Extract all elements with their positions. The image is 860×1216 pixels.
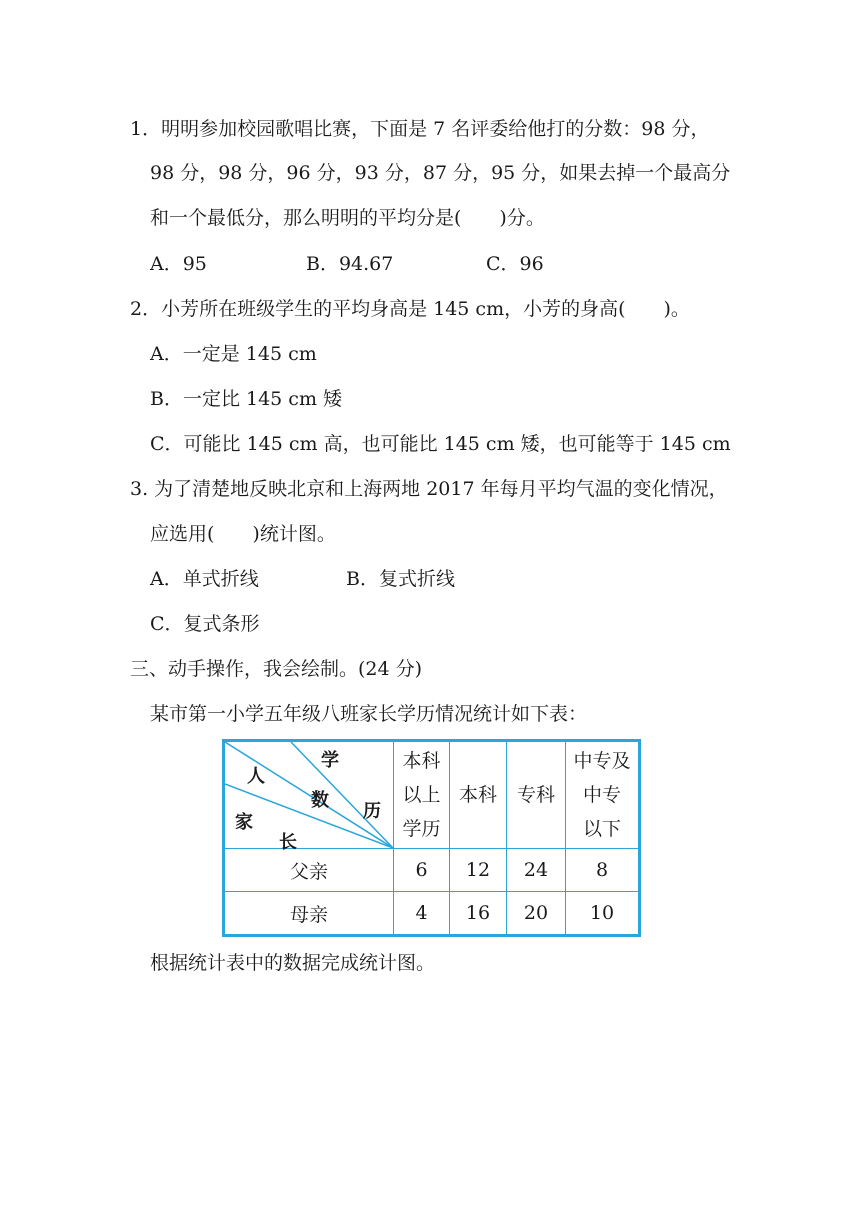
row-label: 母亲 (224, 892, 394, 936)
q2-option-b: B．一定比 145 cm 矮 (150, 388, 343, 410)
table-cell: 24 (507, 849, 566, 892)
q2-line-1: 2．小芳所在班级学生的平均身高是 145 cm，小芳的身高( )。 (130, 298, 690, 320)
column-header-college (507, 741, 566, 849)
table-cell: 20 (507, 892, 566, 936)
q1-option-b: B．94.67 (306, 253, 394, 275)
q1-line-2: 98 分，98 分，96 分，93 分，87 分，95 分，如果去掉一个最高分 (150, 162, 731, 184)
column-header-secondary (566, 741, 640, 849)
q1-line-3: 和一个最低分，那么明明的平均分是( )分。 (150, 207, 545, 229)
col-header-line: 本科 (458, 784, 497, 806)
corner-label-ren: 人 (247, 766, 265, 787)
corner-label-zhang: 长 (279, 832, 297, 853)
q3-line-1: 3. 为了清楚地反映北京和上海两地 2017 年每月平均气温的变化情况， (130, 478, 728, 500)
col-header-line: 中专 (582, 784, 621, 806)
table-row-mother (224, 892, 640, 936)
col-header-line: 以下 (582, 818, 621, 840)
col-header-line: 以上 (402, 784, 441, 806)
table-row-father (224, 849, 640, 892)
table-corner-cell (224, 741, 394, 853)
table-cell: 6 (394, 849, 450, 892)
corner-label-shu: 数 (311, 790, 329, 811)
col-header-line: 学历 (402, 818, 441, 840)
q3-option-c: C．复式条形 (150, 613, 260, 635)
column-header-bachelor (450, 741, 507, 849)
q2-option-c: C．可能比 145 cm 高，也可能比 145 cm 矮，也可能等于 145 cm (150, 433, 731, 455)
q1-option-a: A．95 (150, 253, 207, 275)
col-header-line: 本科 (402, 750, 441, 772)
stats-table (222, 739, 641, 937)
col-header-line: 专科 (516, 784, 555, 806)
section-after-text: 根据统计表中的数据完成统计图。 (150, 952, 436, 974)
corner-label-li: 历 (363, 801, 381, 822)
section-intro: 某市第一小学五年级八班家长学历情况统计如下表： (150, 703, 588, 725)
q1-line-1: 1．明明参加校园歌唱比赛，下面是 7 名评委给他打的分数：98 分， (130, 118, 710, 140)
table-cell: 4 (394, 892, 450, 936)
q3-option-b: B．复式折线 (346, 568, 455, 590)
q2-option-a: A．一定是 145 cm (150, 343, 317, 365)
q3-line-2: 应选用( )统计图。 (150, 523, 336, 545)
column-header-bachelor-plus (394, 741, 450, 849)
q1-option-c: C．96 (486, 253, 544, 275)
corner-label-jia: 家 (235, 812, 253, 833)
corner-label-xue: 学 (321, 750, 339, 771)
col-header-line: 中专及 (573, 750, 631, 772)
table-cell: 16 (450, 892, 507, 936)
section-title: 三、动手操作，我会绘制。(24 分) (130, 658, 423, 680)
stats-table-container (222, 739, 641, 937)
row-label: 父亲 (224, 849, 394, 892)
q3-option-a: A．单式折线 (150, 568, 259, 590)
table-cell: 10 (566, 892, 640, 936)
table-cell: 12 (450, 849, 507, 892)
table-cell: 8 (566, 849, 640, 892)
